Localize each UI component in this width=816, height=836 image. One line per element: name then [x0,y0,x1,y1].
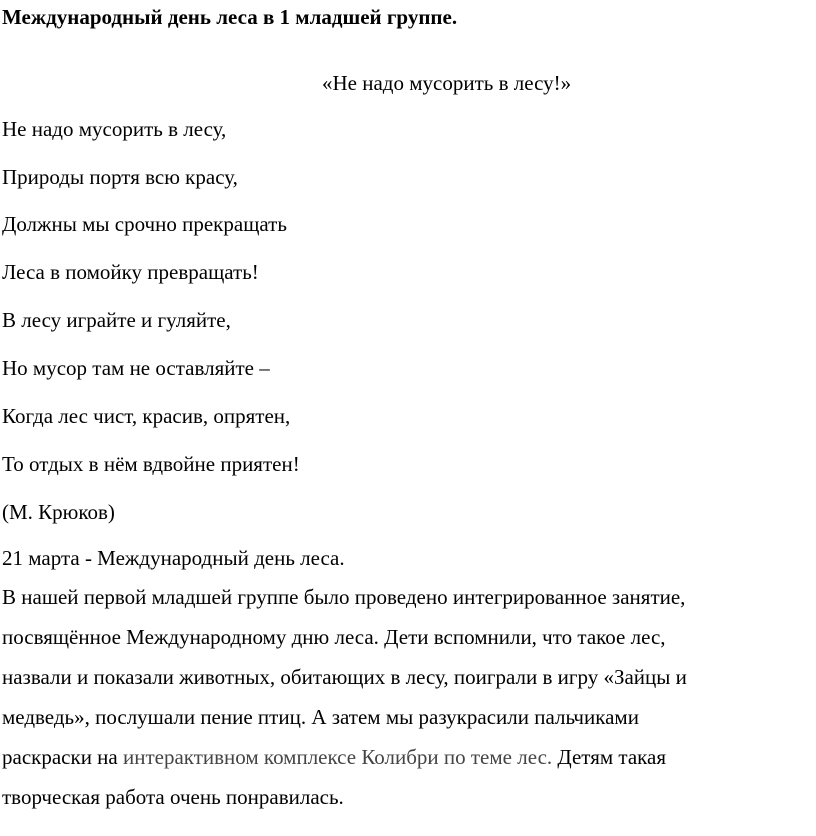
poem-line: Но мусор там не оставляйте – [2,356,270,380]
paragraph-line: медведь», послушали пение птиц. А затем мы разукрасили пальчиками [2,705,639,729]
paragraph-line: назвали и показали животных, обитающих в лесу, поиграли в игру «Зайцы и [2,665,687,689]
poem-line: То отдых в нём вдвойне приятен! [2,452,300,476]
paragraph-line: В нашей первой младшей группе было проведено интегрированное занятие, [2,585,686,609]
paragraph-line: творческая работа очень понравилась. [2,785,344,809]
paragraph-line: посвящённое Международному дню леса. Дети вспомнили, что такое лес, [2,625,666,649]
poem-line: Не надо мусорить в лесу, [2,117,227,141]
paragraph-text: Детям такая [552,745,667,769]
muted-paragraph-text: интерактивном комплексе Колибри по теме лес. [123,745,553,769]
poem-line: Когда лес чист, красив, опрятен, [2,404,291,428]
paragraph-text: раскраски на [2,745,123,769]
poem-line: Должны мы срочно прекращать [2,212,287,236]
document-title: Международный день леса в 1 младшей группе. [2,5,458,29]
paragraph-line-mixed [2,744,666,770]
poem-title: «Не надо мусорить в лесу!» [322,71,572,95]
poem-line: В лесу играйте и гуляйте, [2,308,231,332]
date-heading: 21 марта - Международный день леса. [2,546,345,570]
poem-line: Леса в помойку превращать! [2,260,259,284]
poem-line: Природы портя всю красу, [2,165,238,189]
poem-author: (М. Крюков) [2,500,115,524]
